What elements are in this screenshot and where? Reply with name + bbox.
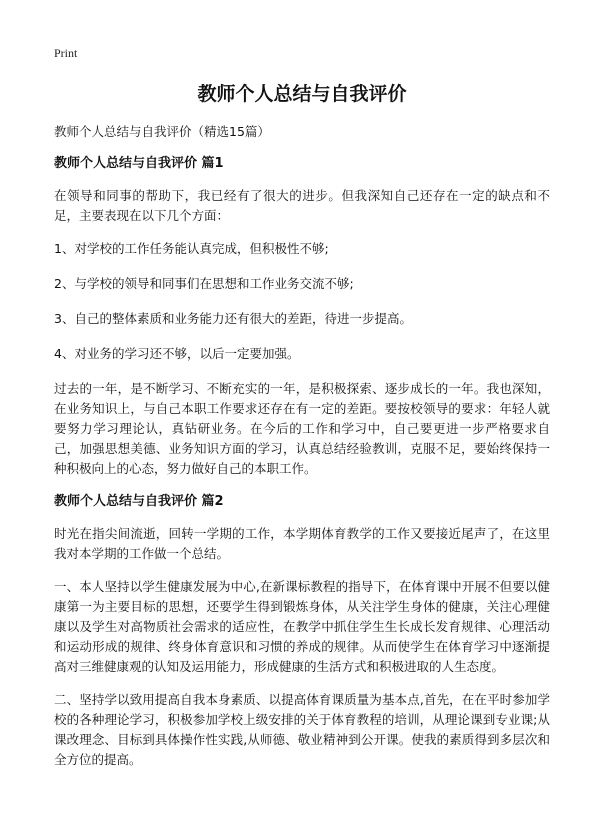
section-1-intro: 在领导和同事的帮助下，我已经有了很大的进步。但我深知自己还存在一定的缺点和不足，主要表现在以下几个方面： [54, 188, 550, 223]
list-item: 1、对学校的工作任务能认真完成，但积极性不够; [54, 241, 329, 256]
section-1-closing: 过去的一年，是不断学习、不断充实的一年，是积极探索、逐步成长的一年。我也深知，在业务知识上，与自己本职工作要求还存在有一定的差距。要按校领导的要求：年轻人就要努力学习理论认，真钻研业务。在今后的工作和学习中，自己要更进一步严格要求自己，加强思想美德、业务知识方面的学习，认真总结经验教训，克服不足，要始终保持一种积极向上的心态，努力做好自己的本职工作。 [54, 381, 550, 476]
section-heading-1: 教师个人总结与自我评价 篇1 [54, 156, 224, 171]
list-item: 2、与学校的领导和同事们在思想和工作业务交流不够; [54, 276, 354, 291]
document-subtitle: 教师个人总结与自我评价（精选15篇） [54, 124, 270, 139]
list-item: 3、自己的整体素质和业务能力还有很大的差距，待进一步提高。 [54, 311, 412, 326]
document-title: 教师个人总结与自我评价 [197, 83, 407, 105]
section-heading-2: 教师个人总结与自我评价 篇2 [54, 494, 224, 509]
print-link[interactable]: Print [54, 46, 78, 60]
section-2-paragraph: 时光在指尖间流逝，回转一学期的工作，本学期体育教学的工作又要接近尾声了，在这里我对本学期的工作做一个总结。 [54, 526, 550, 561]
section-2-paragraph: 二、坚持学以致用提高自我本身素质、以提高体育课质量为基本点,首先，在在平时参加学校的各种理论学习，积极参加学校上级安排的关于体育教程的培训，从理论课到专业课;从课改理念、目标到具体操作性实践,从师德、敬业精神到公开课。使我的素质得到多层次和全方位的提高。 [54, 692, 550, 767]
section-2-paragraph: 一、本人坚持以学生健康发展为中心,在新课标教程的指导下，在体育课中开展不但要以健康第一为主要目标的思想，还要学生得到锻炼身体，从关注学生身体的健康，关注心理健康以及学生对高物质社会需求的适应性，在教学中抓住学生生长成长发育规律、心理活动和运动形成的规律、终身体育意识和习惯的养成的规律。从而使学生在体育学习中逐渐提高对三维健康观的认知及运用能力，形成健康的生活方式和积极进取的人生态度。 [54, 579, 550, 674]
list-item: 4、对业务的学习还不够，以后一定要加强。 [54, 346, 300, 361]
